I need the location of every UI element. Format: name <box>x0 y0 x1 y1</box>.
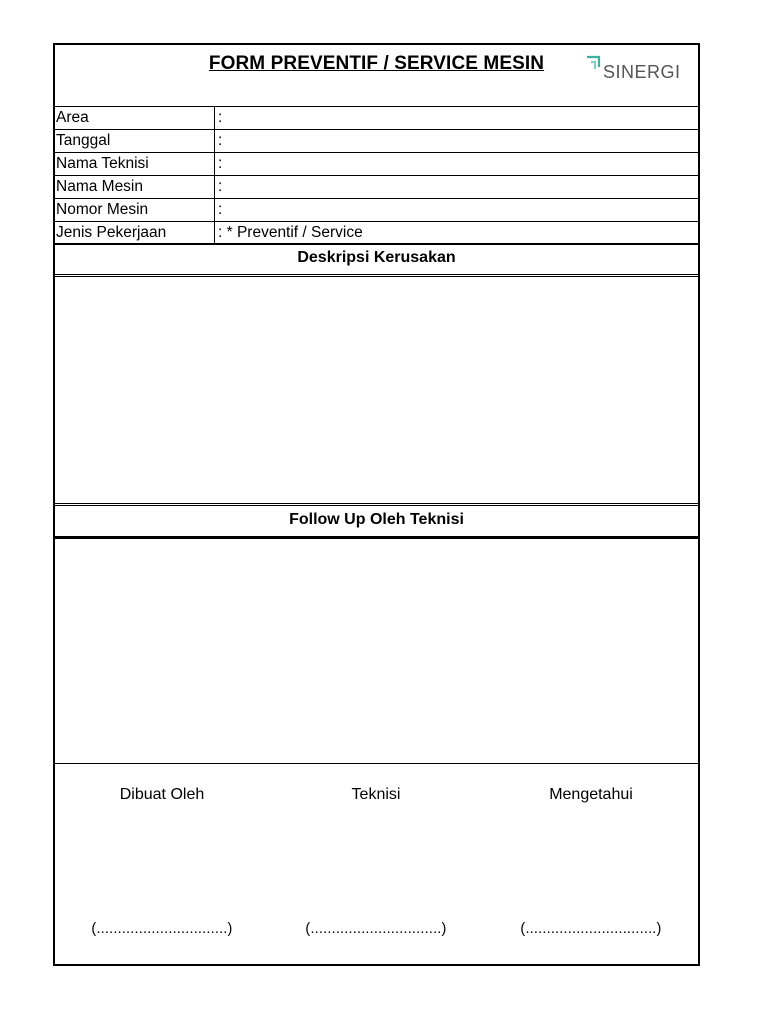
form-title: FORM PREVENTIF / SERVICE MESIN <box>208 53 545 74</box>
field-nama-teknisi <box>55 152 700 175</box>
field-value[interactable]: : <box>218 109 223 126</box>
signature-dibuat-oleh <box>55 764 269 965</box>
followup-area[interactable] <box>55 536 698 765</box>
field-label: Nama Mesin <box>56 176 215 198</box>
field-label: Nomor Mesin <box>56 199 215 221</box>
field-label: Nama Teknisi <box>56 153 215 175</box>
signature-line[interactable]: (...............................) <box>520 921 662 937</box>
signature-line[interactable]: (...............................) <box>91 921 233 937</box>
field-label: Jenis Pekerjaan <box>56 222 215 244</box>
field-value[interactable]: : * Preventif / Service <box>218 224 363 241</box>
field-label: Tanggal <box>56 130 215 152</box>
signature-role: Dibuat Oleh <box>119 786 205 803</box>
signature-row <box>55 763 698 965</box>
damage-description-area[interactable] <box>55 274 698 504</box>
field-value[interactable]: : <box>218 132 223 149</box>
logo-mark-icon <box>585 55 605 77</box>
field-nomor-mesin <box>55 198 700 221</box>
signature-line[interactable]: (...............................) <box>305 921 447 937</box>
signature-role: Teknisi <box>351 786 401 803</box>
form-fields <box>55 106 700 245</box>
signature-mengetahui <box>484 764 698 965</box>
field-value[interactable]: : <box>218 178 223 195</box>
followup-header: Follow Up Oleh Teknisi <box>55 503 698 538</box>
signature-teknisi <box>269 764 483 965</box>
field-nama-mesin <box>55 175 700 198</box>
sinergi-logo <box>585 55 685 87</box>
field-label: Area <box>56 107 215 129</box>
damage-description-header: Deskripsi Kerusakan <box>55 243 698 275</box>
logo-text: SINERGI <box>603 62 681 82</box>
signature-role: Mengetahui <box>549 786 633 803</box>
field-value[interactable]: : <box>218 201 223 218</box>
field-jenis-pekerjaan <box>55 221 700 245</box>
field-area <box>55 106 700 129</box>
field-value[interactable]: : <box>218 155 223 172</box>
form-sheet <box>53 43 700 966</box>
title-row <box>55 45 698 106</box>
field-tanggal <box>55 129 700 152</box>
